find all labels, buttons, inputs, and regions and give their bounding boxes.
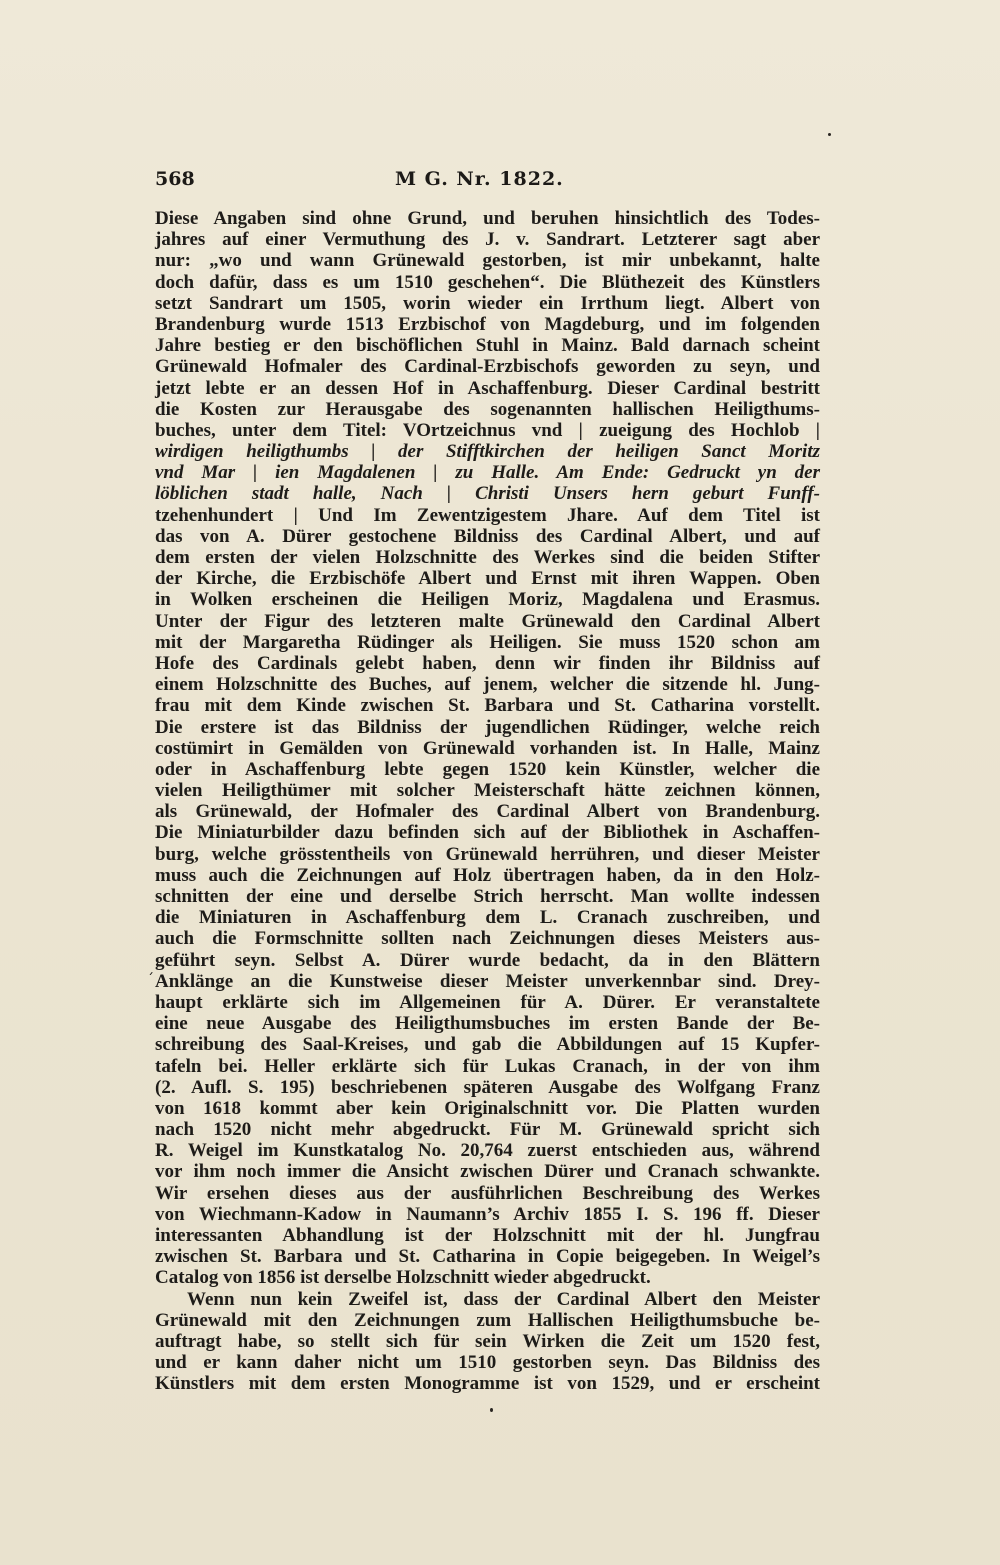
text-line: costümirt in Gemälden von Grünewald vorhanden ist. In Halle, Mainz bbox=[155, 737, 820, 759]
ink-speck bbox=[490, 1408, 493, 1412]
body-text bbox=[155, 208, 820, 1395]
text-line: Hofe des Cardinals gelebt haben, denn wir finden ihr Bildniss auf bbox=[155, 652, 820, 674]
ink-speck bbox=[828, 133, 831, 136]
text-line: und er kann daher nicht um 1510 gestorben seyn. Das Bildniss des bbox=[155, 1352, 820, 1374]
text-line-title-italic: wirdigen heiligthumbs | der Stifftkirchen der heiligen Sanct Moritz bbox=[155, 441, 820, 463]
text-line: buches, unter dem Titel: VOrtzeichnus vnd | zueigung des Hochlob | bbox=[155, 419, 820, 441]
text-line: Diese Angaben sind ohne Grund, und beruhen hinsichtlich des Todes- bbox=[155, 208, 820, 229]
text-line: von Wiechmann-Kadow in Naumann’s Archiv 1855 I. S. 196 ff. Dieser bbox=[155, 1203, 820, 1225]
text-line: von 1618 kommt aber kein Originalschnitt vor. Die Platten wurden bbox=[155, 1097, 820, 1119]
text-line: Grünewald mit den Zeichnungen zum Hallischen Heiligthumsbuche be- bbox=[155, 1309, 820, 1331]
text-line: Brandenburg wurde 1513 Erzbischof von Magdeburg, und im folgenden bbox=[155, 313, 820, 335]
text-line: Anklänge an die Kunstweise dieser Meister unverkennbar sind. Drey- bbox=[155, 970, 820, 992]
text-line: Wir ersehen dieses aus der ausführlichen Beschreibung des Werkes bbox=[155, 1182, 820, 1204]
page-header bbox=[155, 168, 815, 198]
text-line: doch dafür, dass es um 1510 geschehen“. Die Blüthezeit des Künstlers bbox=[155, 271, 820, 293]
text-line: oder in Aschaffenburg lebte gegen 1520 kein Künstler, welcher die bbox=[155, 758, 820, 780]
text-line: auftragt habe, so stellt sich für sein Wirken die Zeit um 1520 fest, bbox=[155, 1330, 820, 1352]
text-line: muss auch die Zeichnungen auf Holz übertragen haben, da in den Holz- bbox=[155, 864, 820, 886]
text-line: jetzt lebte er an dessen Hof in Aschaffenburg. Dieser Cardinal bestritt bbox=[155, 377, 820, 399]
text-line: schreibung des Saal-Kreises, und gab die Abbildungen auf 15 Kupfer- bbox=[155, 1034, 820, 1056]
running-head: M G. Nr. 1822. bbox=[395, 168, 564, 190]
text-line: zwischen St. Barbara und St. Catharina in Copie beigegeben. In Weigel’s bbox=[155, 1246, 820, 1268]
text-line-paragraph-start: Wenn nun kein Zweifel ist, dass der Cardinal Albert den Meister bbox=[187, 1288, 820, 1310]
page-number: 568 bbox=[155, 168, 195, 190]
margin-tick-mark: ˊ bbox=[147, 972, 154, 988]
text-line: die Kosten zur Herausgabe des sogenannten hallischen Heiligthums- bbox=[155, 398, 820, 420]
text-line: (2. Aufl. S. 195) beschriebenen späteren Ausgabe des Wolfgang Franz bbox=[155, 1076, 820, 1098]
text-line: auch die Formschnitte sollten nach Zeichnungen dieses Meisters aus- bbox=[155, 928, 820, 950]
text-line: als Grünewald, der Hofmaler des Cardinal Albert von Brandenburg. bbox=[155, 801, 820, 823]
text-line: einem Holzschnitte des Buches, auf jenem, welcher die sitzende hl. Jung- bbox=[155, 674, 820, 696]
text-line: Unter der Figur des letzteren malte Grünewald den Cardinal Albert bbox=[155, 610, 820, 632]
text-line: Die erstere ist das Bildniss der jugendlichen Rüdinger, welche reich bbox=[155, 716, 820, 738]
text-line: Jahre bestieg er den bischöflichen Stuhl in Mainz. Bald darnach scheint bbox=[155, 335, 820, 357]
text-line: der Kirche, die Erzbischöfe Albert und Ernst mit ihren Wappen. Oben bbox=[155, 568, 820, 590]
text-line: dem ersten der vielen Holzschnitte des Werkes sind die beiden Stifter bbox=[155, 547, 820, 568]
text-line: Grünewald Hofmaler des Cardinal-Erzbischofs geworden zu seyn, und bbox=[155, 356, 820, 378]
text-line: die Miniaturen in Aschaffenburg dem L. Cranach zuschreiben, und bbox=[155, 907, 820, 929]
text-line: nur: „wo und wann Grünewald gestorben, ist mir unbekannt, halte bbox=[155, 250, 820, 272]
text-line: schnitten der eine und derselbe Strich herrscht. Man wollte indessen bbox=[155, 886, 820, 907]
text-line: vielen Heiligthümer mit solcher Meisterschaft hätte zeichnen können, bbox=[155, 780, 820, 802]
text-line: interessanten Abhandlung ist der Holzschnitt mit der hl. Jungfrau bbox=[155, 1225, 820, 1246]
text-line-paragraph-end: Catalog von 1856 ist derselbe Holzschnitt wieder abgedruckt. bbox=[155, 1267, 651, 1289]
text-line: tzehenhundert | Und Im Zewentzigestem Jhare. Auf dem Titel ist bbox=[155, 504, 820, 526]
text-line: R. Weigel im Kunstkatalog No. 20,764 zuerst entschieden aus, während bbox=[155, 1140, 820, 1162]
text-line: eine neue Ausgabe des Heiligthumsbuches im ersten Bande der Be- bbox=[155, 1013, 820, 1035]
text-line: mit der Margaretha Rüdinger als Heiligen. Sie muss 1520 schon am bbox=[155, 631, 820, 653]
text-line: burg, welche grösstentheils von Grünewald herrühren, und dieser Meister bbox=[155, 843, 820, 865]
text-line: haupt erklärte sich im Allgemeinen für A. Dürer. Er veranstaltete bbox=[155, 991, 820, 1013]
text-line-title-italic: vnd Mar | ien Magdalenen | zu Halle. Am Ende: Gedruckt yn der bbox=[155, 462, 820, 484]
text-line: in Wolken erscheinen die Heiligen Moriz, Magdalena und Erasmus. bbox=[155, 589, 820, 611]
text-line: Künstlers mit dem ersten Monogramme ist von 1529, und er erscheint bbox=[155, 1373, 820, 1395]
text-line: tafeln bei. Heller erklärte sich für Lukas Cranach, in der von ihm bbox=[155, 1055, 820, 1077]
text-line: nach 1520 nicht mehr abgedruckt. Für M. Grünewald spricht sich bbox=[155, 1119, 820, 1141]
text-line: setzt Sandrart um 1505, worin wieder ein Irrthum liegt. Albert von bbox=[155, 292, 820, 314]
text-line: Die Miniaturbilder dazu befinden sich auf der Bibliothek in Aschaffen- bbox=[155, 822, 820, 844]
text-line: geführt seyn. Selbst A. Dürer wurde bedacht, da in den Blättern bbox=[155, 949, 820, 971]
text-line: frau mit dem Kinde zwischen St. Barbara und St. Catharina vorstellt. bbox=[155, 695, 820, 717]
text-line: das von A. Dürer gestochene Bildniss des Cardinal Albert, und auf bbox=[155, 525, 820, 547]
text-line: vor ihm noch immer die Ansicht zwischen Dürer und Cranach schwankte. bbox=[155, 1161, 820, 1183]
text-line-title-italic: löblichen stadt halle, Nach | Christi Unsers hern geburt Funff- bbox=[155, 483, 820, 505]
text-line: jahres auf einer Vermuthung des J. v. Sandrart. Letzterer sagt aber bbox=[155, 229, 820, 251]
